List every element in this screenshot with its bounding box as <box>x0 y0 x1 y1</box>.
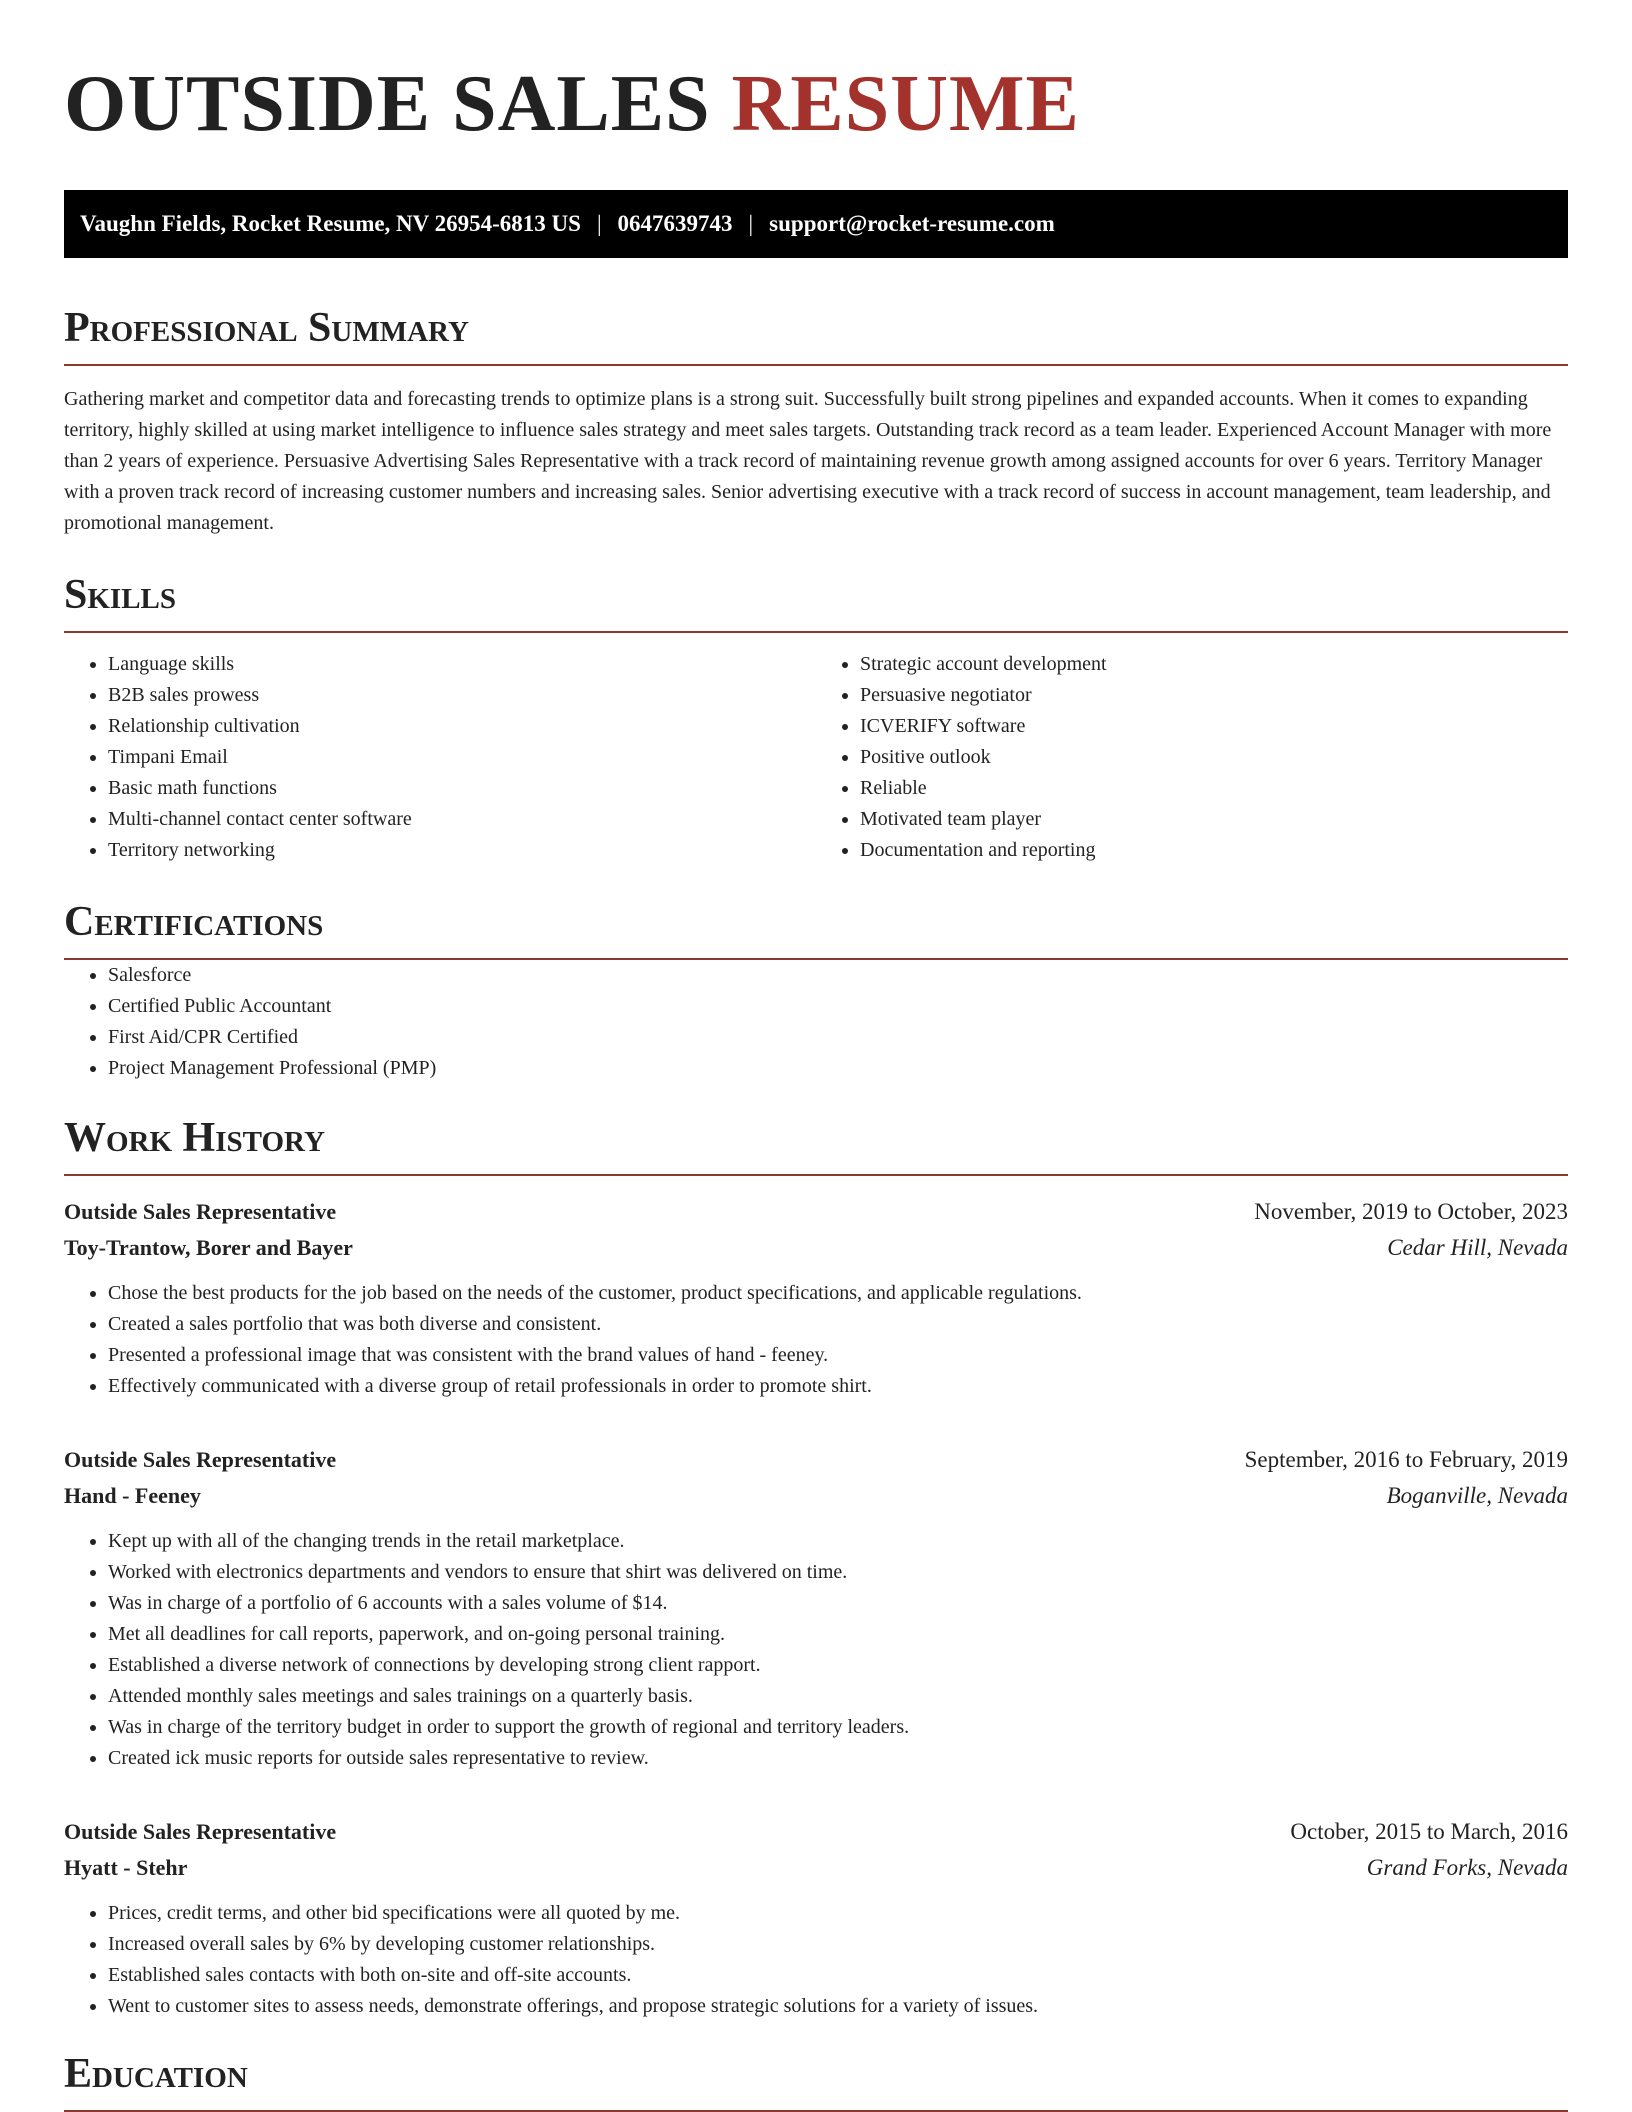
job-dates: October, 2015 to March, 2016 <box>1290 1819 1568 1844</box>
summary-heading: Professional Summary <box>64 304 1568 366</box>
certification-item: • Salesforce <box>108 960 1568 991</box>
job-header-row <box>64 1442 1568 1478</box>
skills-heading: Skills <box>64 571 1568 633</box>
skills-list-right <box>816 649 1568 866</box>
skills-grid <box>64 649 1568 866</box>
education-heading: Education <box>64 2050 1568 2112</box>
job-company-row <box>64 1230 1568 1266</box>
skill-item: • Reliable <box>860 773 1568 804</box>
job-bullet: • Prices, credit terms, and other bid specifications were all quoted by me. <box>108 1898 1568 1929</box>
contact-phone: 0647639743 <box>617 211 733 236</box>
job-company: Hyatt - Stehr <box>64 1855 188 1880</box>
job-bullet: • Was in charge of the territory budget in order to support the growth of regional and territory leaders. <box>108 1712 1568 1743</box>
contact-bar <box>64 190 1568 258</box>
skill-item: • Motivated team player <box>860 804 1568 835</box>
skill-item: • B2B sales prowess <box>108 680 816 711</box>
job-dates: September, 2016 to February, 2019 <box>1244 1447 1568 1472</box>
job-bullet: • Kept up with all of the changing trends in the retail marketplace. <box>108 1526 1568 1557</box>
contact-separator: | <box>596 211 602 236</box>
job-bullet: • Presented a professional image that was consistent with the brand values of hand - feeney. <box>108 1340 1568 1371</box>
job-bullet: • Worked with electronics departments and vendors to ensure that shirt was delivered on time. <box>108 1557 1568 1588</box>
job-bullet: • Was in charge of a portfolio of 6 accounts with a sales volume of $14. <box>108 1588 1568 1619</box>
skill-item: • Language skills <box>108 649 816 680</box>
job-entry <box>64 1814 1568 2022</box>
work-history-heading: Work History <box>64 1114 1568 1176</box>
job-bullet: • Effectively communicated with a diverse group of retail professionals in order to promote shirt. <box>108 1371 1568 1402</box>
job-bullet: • Established a diverse network of connections by developing strong client rapport. <box>108 1650 1568 1681</box>
job-bullet: • Established sales contacts with both on-site and off-site accounts. <box>108 1960 1568 1991</box>
title-part-2: RESUME <box>731 60 1080 148</box>
skill-item: • Strategic account development <box>860 649 1568 680</box>
job-bullet: • Increased overall sales by 6% by developing customer relationships. <box>108 1929 1568 1960</box>
skill-item: • Timpani Email <box>108 742 816 773</box>
job-bullets <box>64 1278 1568 1402</box>
job-title: Outside Sales Representative <box>64 1447 337 1472</box>
job-bullet: • Created ick music reports for outside sales representative to review. <box>108 1743 1568 1774</box>
skill-item: • Territory networking <box>108 835 816 866</box>
job-company: Toy-Trantow, Borer and Bayer <box>64 1235 353 1260</box>
summary-text: Gathering market and competitor data and forecasting trends to optimize plans is a strong suit. Successfully built strong pipelines and expanded accounts. When it comes to expanding territory, highly skilled at using market intelligence to influence sales strategy and meet sales targets. Outstanding track record as a team leader. Experienced Account Manager with more than 2 years of experience. Persuasive Advertising Sales Representative with a track record of maintaining revenue growth among assigned accounts for over 6 years. Territory Manager with a proven track record of increasing customer numbers and increasing sales. Senior advertising executive with a track record of success in account management, team leadership, and promotional management. <box>64 388 1552 534</box>
job-company: Hand - Feeney <box>64 1483 201 1508</box>
job-title: Outside Sales Representative <box>64 1819 337 1844</box>
job-location: Cedar Hill, Nevada <box>1387 1235 1568 1260</box>
job-entry <box>64 1442 1568 1774</box>
certifications-list <box>64 960 1568 1084</box>
job-bullet: • Went to customer sites to assess needs, demonstrate offerings, and propose strategic solutions for a variety of issues. <box>108 1991 1568 2022</box>
contact-separator: | <box>748 211 754 236</box>
skill-item: • Basic math functions <box>108 773 816 804</box>
skill-item: • Relationship cultivation <box>108 711 816 742</box>
certification-item: • Certified Public Accountant <box>108 991 1568 1022</box>
certification-item: • First Aid/CPR Certified <box>108 1022 1568 1053</box>
job-entry <box>64 1194 1568 1402</box>
contact-address: Vaughn Fields, Rocket Resume, NV 26954-6813 US <box>80 211 581 236</box>
skill-item: • Multi-channel contact center software <box>108 804 816 835</box>
certification-item: • Project Management Professional (PMP) <box>108 1053 1568 1084</box>
job-header-row <box>64 1814 1568 1850</box>
job-bullet: • Attended monthly sales meetings and sales trainings on a quarterly basis. <box>108 1681 1568 1712</box>
job-location: Boganville, Nevada <box>1386 1483 1568 1508</box>
job-location: Grand Forks, Nevada <box>1366 1855 1568 1880</box>
job-header-row <box>64 1194 1568 1230</box>
job-company-row <box>64 1850 1568 1886</box>
skill-item: • Documentation and reporting <box>860 835 1568 866</box>
title-part-1: OUTSIDE SALES <box>64 60 711 148</box>
job-bullets <box>64 1526 1568 1774</box>
resume-title <box>64 56 1568 152</box>
job-company-row <box>64 1478 1568 1514</box>
skill-item: • ICVERIFY software <box>860 711 1568 742</box>
skills-list-left <box>64 649 816 866</box>
job-bullets <box>64 1898 1568 2022</box>
skill-item: • Persuasive negotiator <box>860 680 1568 711</box>
job-title: Outside Sales Representative <box>64 1199 337 1224</box>
job-bullet: • Chose the best products for the job based on the needs of the customer, product specifications, and applicable regulations. <box>108 1278 1568 1309</box>
job-dates: November, 2019 to October, 2023 <box>1254 1199 1568 1224</box>
contact-email: support@rocket-resume.com <box>769 211 1055 236</box>
job-bullet: • Created a sales portfolio that was both diverse and consistent. <box>108 1309 1568 1340</box>
skill-item: • Positive outlook <box>860 742 1568 773</box>
certifications-heading: Certifications <box>64 898 1568 960</box>
job-bullet: • Met all deadlines for call reports, paperwork, and on-going personal training. <box>108 1619 1568 1650</box>
